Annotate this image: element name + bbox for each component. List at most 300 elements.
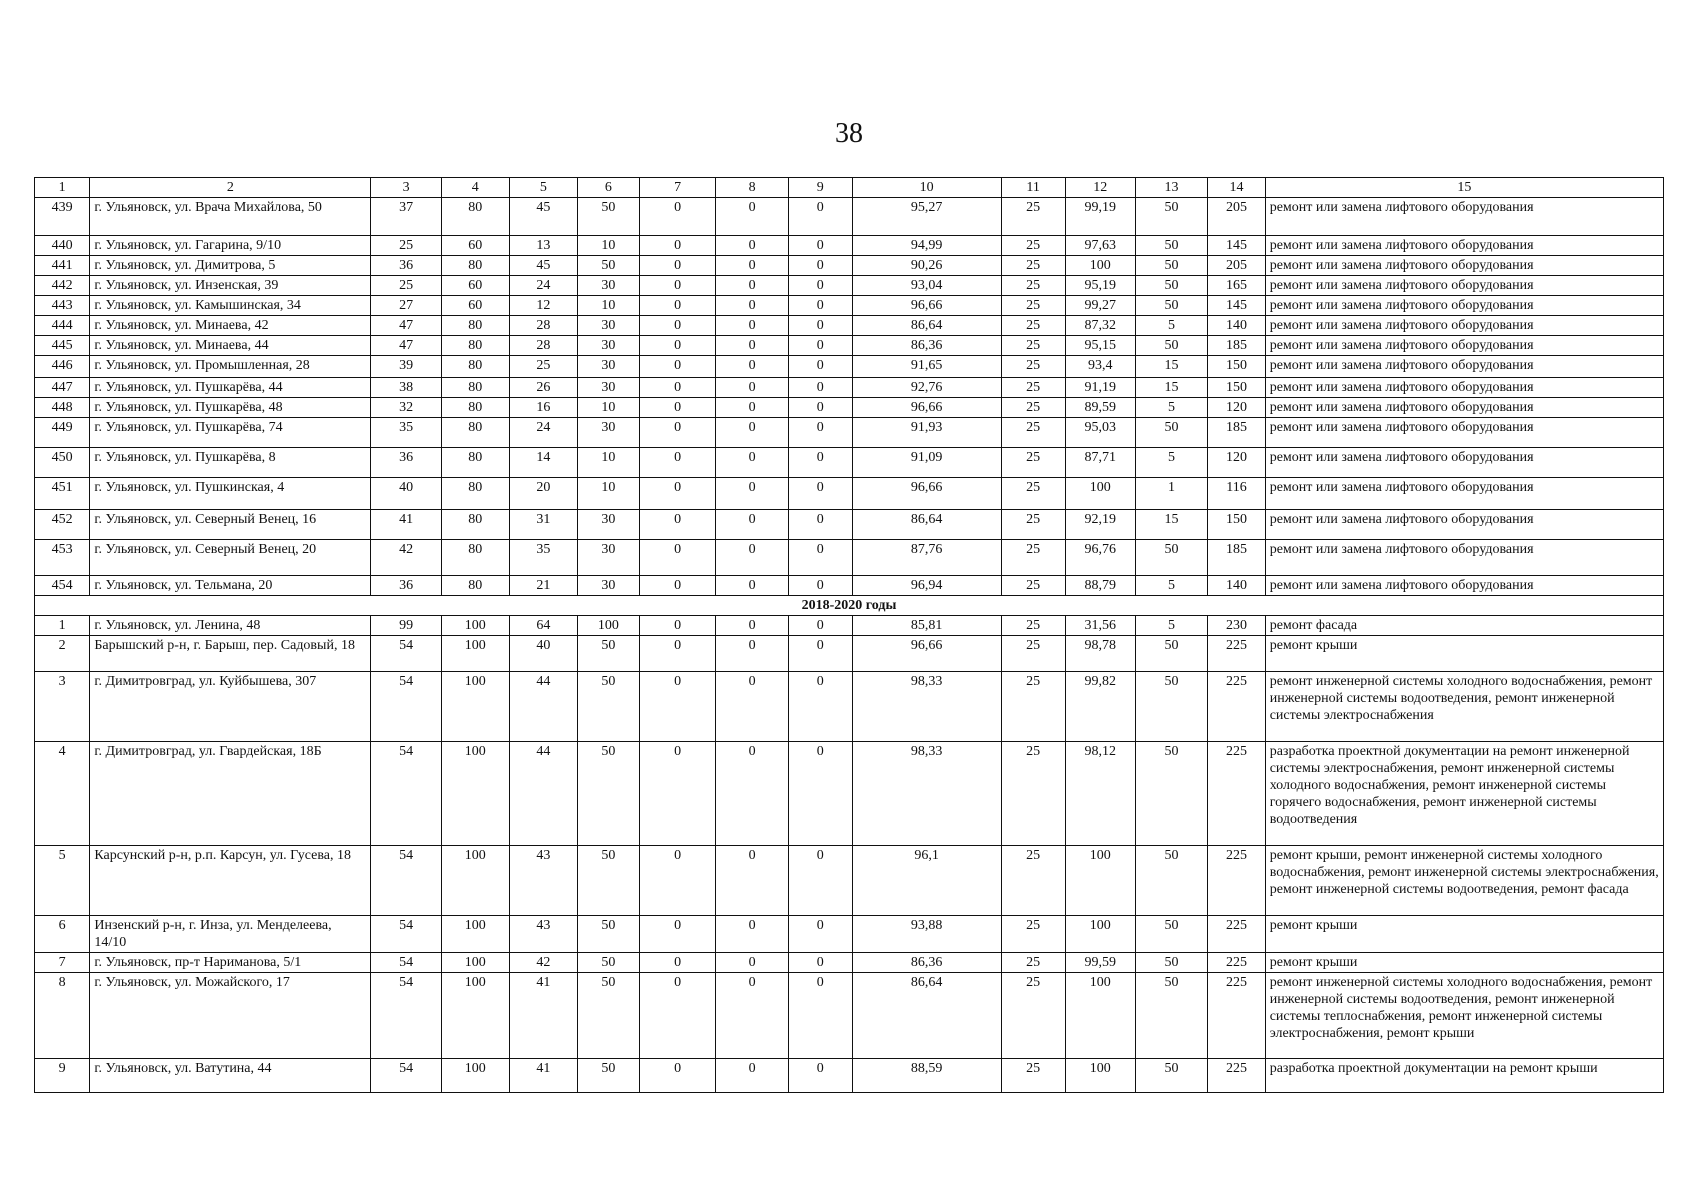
table-cell: 25 bbox=[1001, 510, 1065, 540]
table-cell: ремонт или замена лифтового оборудования bbox=[1265, 418, 1663, 448]
table-cell: 40 bbox=[371, 478, 441, 510]
table-row bbox=[35, 576, 1664, 596]
table-cell: 25 bbox=[1001, 356, 1065, 378]
table-cell: 2 bbox=[35, 636, 90, 672]
table-cell: 88,79 bbox=[1065, 576, 1135, 596]
table-cell: 98,33 bbox=[852, 742, 1001, 846]
column-header: 6 bbox=[577, 178, 639, 198]
table-cell: 95,27 bbox=[852, 198, 1001, 236]
table-cell: 50 bbox=[1135, 296, 1207, 316]
table-cell: ремонт инженерной системы холодного водоснабжения, ремонт инженерной системы водоотведения, ремонт инженерной системы электроснабжения bbox=[1265, 672, 1663, 742]
table-cell: 0 bbox=[639, 276, 716, 296]
table-cell: 230 bbox=[1208, 616, 1265, 636]
table-cell: 86,64 bbox=[852, 316, 1001, 336]
table-cell: 0 bbox=[639, 672, 716, 742]
table-cell: 91,19 bbox=[1065, 378, 1135, 398]
table-cell: 50 bbox=[577, 256, 639, 276]
table-cell: 442 bbox=[35, 276, 90, 296]
table-row bbox=[35, 742, 1664, 846]
table-cell: 0 bbox=[788, 236, 852, 256]
table-cell: ремонт или замена лифтового оборудования bbox=[1265, 576, 1663, 596]
table-cell: 80 bbox=[441, 256, 509, 276]
table-cell: 93,04 bbox=[852, 276, 1001, 296]
table-cell: 50 bbox=[577, 973, 639, 1059]
table-cell: 25 bbox=[1001, 616, 1065, 636]
table-cell: 85,81 bbox=[852, 616, 1001, 636]
table-cell: 41 bbox=[509, 973, 577, 1059]
table-cell: г. Ульяновск, ул. Димитрова, 5 bbox=[90, 256, 371, 276]
table-cell: 100 bbox=[1065, 1059, 1135, 1093]
table-cell: 0 bbox=[788, 636, 852, 672]
table-row bbox=[35, 316, 1664, 336]
table-cell: 441 bbox=[35, 256, 90, 276]
table-cell: 41 bbox=[509, 1059, 577, 1093]
table-cell: 100 bbox=[441, 1059, 509, 1093]
table-cell: 50 bbox=[1135, 418, 1207, 448]
table-cell: 92,76 bbox=[852, 378, 1001, 398]
table-cell: г. Ульяновск, ул. Инзенская, 39 bbox=[90, 276, 371, 296]
table-cell: 86,36 bbox=[852, 953, 1001, 973]
table-cell: 86,36 bbox=[852, 336, 1001, 356]
table-cell: 0 bbox=[716, 418, 788, 448]
table-cell: 86,64 bbox=[852, 973, 1001, 1059]
table-cell: 0 bbox=[716, 448, 788, 478]
table-cell: 54 bbox=[371, 916, 441, 953]
table-cell: 25 bbox=[1001, 742, 1065, 846]
table-cell: 0 bbox=[716, 276, 788, 296]
table-cell: 27 bbox=[371, 296, 441, 316]
table-cell: 30 bbox=[577, 336, 639, 356]
table-cell: 0 bbox=[639, 478, 716, 510]
table-cell: 54 bbox=[371, 742, 441, 846]
column-header: 12 bbox=[1065, 178, 1135, 198]
table-cell: 0 bbox=[639, 296, 716, 316]
table-cell: 25 bbox=[1001, 916, 1065, 953]
table-cell: 0 bbox=[639, 973, 716, 1059]
table-cell: 25 bbox=[1001, 478, 1065, 510]
table-cell: ремонт или замена лифтового оборудования bbox=[1265, 316, 1663, 336]
table-cell: 99 bbox=[371, 616, 441, 636]
table-cell: 35 bbox=[371, 418, 441, 448]
table-cell: 60 bbox=[441, 236, 509, 256]
table-cell: 80 bbox=[441, 356, 509, 378]
table-cell: 40 bbox=[509, 636, 577, 672]
table-cell: 54 bbox=[371, 953, 441, 973]
table-cell: 50 bbox=[1135, 846, 1207, 916]
table-cell: 440 bbox=[35, 236, 90, 256]
table-cell: 454 bbox=[35, 576, 90, 596]
table-cell: 25 bbox=[1001, 448, 1065, 478]
table-cell: 100 bbox=[577, 616, 639, 636]
table-cell: 0 bbox=[788, 478, 852, 510]
table-cell: г. Ульяновск, ул. Северный Венец, 20 bbox=[90, 540, 371, 576]
table-cell: 165 bbox=[1208, 276, 1265, 296]
table-cell: 4 bbox=[35, 742, 90, 846]
table-cell: 0 bbox=[716, 973, 788, 1059]
table-cell: г. Ульяновск, ул. Минаева, 44 bbox=[90, 336, 371, 356]
table-cell: 0 bbox=[716, 636, 788, 672]
table-cell: 30 bbox=[577, 576, 639, 596]
table-cell: 10 bbox=[577, 448, 639, 478]
table-cell: 225 bbox=[1208, 1059, 1265, 1093]
table-cell: 54 bbox=[371, 846, 441, 916]
table-cell: 150 bbox=[1208, 356, 1265, 378]
table-cell: 0 bbox=[788, 276, 852, 296]
table-cell: 54 bbox=[371, 672, 441, 742]
table-cell: 0 bbox=[716, 378, 788, 398]
table-cell: 0 bbox=[639, 636, 716, 672]
table-cell: 0 bbox=[716, 953, 788, 973]
table-row bbox=[35, 1059, 1664, 1093]
table-cell: 15 bbox=[1135, 378, 1207, 398]
table-cell: 446 bbox=[35, 356, 90, 378]
table-cell: 30 bbox=[577, 540, 639, 576]
table-row bbox=[35, 256, 1664, 276]
table-cell: 0 bbox=[716, 672, 788, 742]
table-cell: 26 bbox=[509, 378, 577, 398]
table-cell: г. Ульяновск, ул. Можайского, 17 bbox=[90, 973, 371, 1059]
table-cell: 0 bbox=[788, 1059, 852, 1093]
table-cell: ремонт или замена лифтового оборудования bbox=[1265, 198, 1663, 236]
table-cell: 0 bbox=[716, 296, 788, 316]
table-cell: 0 bbox=[716, 616, 788, 636]
table-cell: 24 bbox=[509, 276, 577, 296]
table-cell: 443 bbox=[35, 296, 90, 316]
table-cell: г. Ульяновск, ул. Пушкарёва, 48 bbox=[90, 398, 371, 418]
table-cell: 145 bbox=[1208, 236, 1265, 256]
table-cell: 50 bbox=[1135, 276, 1207, 296]
table-row bbox=[35, 418, 1664, 448]
table-cell: 0 bbox=[716, 398, 788, 418]
table-cell: ремонт крыши bbox=[1265, 916, 1663, 953]
table-cell: 0 bbox=[788, 296, 852, 316]
table-cell: 205 bbox=[1208, 256, 1265, 276]
table-cell: г. Ульяновск, ул. Минаева, 42 bbox=[90, 316, 371, 336]
table-cell: 80 bbox=[441, 378, 509, 398]
table-cell: 41 bbox=[371, 510, 441, 540]
table-cell: 88,59 bbox=[852, 1059, 1001, 1093]
table-cell: 50 bbox=[1135, 953, 1207, 973]
table-cell: 50 bbox=[1135, 336, 1207, 356]
table-cell: 87,76 bbox=[852, 540, 1001, 576]
table-cell: г. Димитровград, ул. Гвардейская, 18Б bbox=[90, 742, 371, 846]
table-cell: 25 bbox=[1001, 418, 1065, 448]
table-cell: 0 bbox=[639, 846, 716, 916]
table-cell: 47 bbox=[371, 316, 441, 336]
table-cell: 120 bbox=[1208, 398, 1265, 418]
table-cell: 25 bbox=[371, 236, 441, 256]
table-cell: 25 bbox=[1001, 1059, 1065, 1093]
table-cell: 36 bbox=[371, 576, 441, 596]
table-cell: 54 bbox=[371, 973, 441, 1059]
table-cell: 36 bbox=[371, 256, 441, 276]
table-cell: 225 bbox=[1208, 916, 1265, 953]
column-header: 9 bbox=[788, 178, 852, 198]
table-cell: 0 bbox=[788, 316, 852, 336]
table-cell: 24 bbox=[509, 418, 577, 448]
table-cell: 25 bbox=[371, 276, 441, 296]
table-cell: 45 bbox=[509, 256, 577, 276]
table-cell: 0 bbox=[716, 916, 788, 953]
table-cell: 5 bbox=[1135, 316, 1207, 336]
table-cell: 89,59 bbox=[1065, 398, 1135, 418]
table-cell: 9 bbox=[35, 1059, 90, 1093]
table-cell: 80 bbox=[441, 198, 509, 236]
table-row bbox=[35, 336, 1664, 356]
table-cell: 120 bbox=[1208, 448, 1265, 478]
column-header: 5 bbox=[509, 178, 577, 198]
table-cell: 44 bbox=[509, 742, 577, 846]
table-cell: 98,33 bbox=[852, 672, 1001, 742]
table-cell: 80 bbox=[441, 398, 509, 418]
table-cell: 0 bbox=[716, 336, 788, 356]
table-cell: ремонт инженерной системы холодного водоснабжения, ремонт инженерной системы водоотведения, ремонт инженерной системы теплоснабжения, ремонт инженерной системы электроснабжения, ремонт крыши bbox=[1265, 973, 1663, 1059]
table-cell: г. Ульяновск, ул. Тельмана, 20 bbox=[90, 576, 371, 596]
table-cell: Барышский р-н, г. Барыш, пер. Садовый, 18 bbox=[90, 636, 371, 672]
table-cell: ремонт или замена лифтового оборудования bbox=[1265, 448, 1663, 478]
table-cell: 31 bbox=[509, 510, 577, 540]
table-cell: 100 bbox=[441, 953, 509, 973]
table-cell: 140 bbox=[1208, 576, 1265, 596]
table-cell: 13 bbox=[509, 236, 577, 256]
table-cell: 92,19 bbox=[1065, 510, 1135, 540]
table-cell: 50 bbox=[1135, 916, 1207, 953]
table-cell: 96,1 bbox=[852, 846, 1001, 916]
table-cell: 39 bbox=[371, 356, 441, 378]
table-cell: 447 bbox=[35, 378, 90, 398]
table-cell: 0 bbox=[788, 616, 852, 636]
table-cell: г. Ульяновск, ул. Ватутина, 44 bbox=[90, 1059, 371, 1093]
table-cell: 0 bbox=[716, 540, 788, 576]
table-cell: 16 bbox=[509, 398, 577, 418]
table-cell: 80 bbox=[441, 576, 509, 596]
table-cell: 50 bbox=[1135, 256, 1207, 276]
table-cell: ремонт или замена лифтового оборудования bbox=[1265, 256, 1663, 276]
table-cell: 50 bbox=[1135, 742, 1207, 846]
table-cell: 80 bbox=[441, 478, 509, 510]
table-cell: ремонт крыши, ремонт инженерной системы холодного водоснабжения, ремонт инженерной системы электроснабжения, ремонт инженерной системы водоотведения, ремонт фасада bbox=[1265, 846, 1663, 916]
column-header: 3 bbox=[371, 178, 441, 198]
table-cell: 25 bbox=[1001, 636, 1065, 672]
table-cell: 50 bbox=[1135, 973, 1207, 1059]
table-cell: 21 bbox=[509, 576, 577, 596]
column-header: 15 bbox=[1265, 178, 1663, 198]
table-row bbox=[35, 672, 1664, 742]
table-cell: 100 bbox=[1065, 478, 1135, 510]
page-number: 38 bbox=[835, 118, 863, 149]
table-cell: ремонт или замена лифтового оборудования bbox=[1265, 296, 1663, 316]
table-cell: 0 bbox=[639, 236, 716, 256]
table-cell: 96,66 bbox=[852, 398, 1001, 418]
table-cell: 50 bbox=[577, 636, 639, 672]
table-cell: 0 bbox=[639, 378, 716, 398]
table-cell: 150 bbox=[1208, 510, 1265, 540]
table-cell: 95,15 bbox=[1065, 336, 1135, 356]
table-cell: 0 bbox=[788, 336, 852, 356]
table-cell: 43 bbox=[509, 916, 577, 953]
table-cell: 94,99 bbox=[852, 236, 1001, 256]
table-row bbox=[35, 616, 1664, 636]
table-cell: 42 bbox=[509, 953, 577, 973]
table-cell: 0 bbox=[788, 846, 852, 916]
table-cell: 98,12 bbox=[1065, 742, 1135, 846]
table-cell: 45 bbox=[509, 198, 577, 236]
table-cell: 25 bbox=[1001, 846, 1065, 916]
table-cell: 54 bbox=[371, 1059, 441, 1093]
table-cell: 25 bbox=[1001, 198, 1065, 236]
table-cell: 96,66 bbox=[852, 296, 1001, 316]
table-cell: 90,26 bbox=[852, 256, 1001, 276]
table-cell: г. Ульяновск, ул. Северный Венец, 16 bbox=[90, 510, 371, 540]
column-header: 13 bbox=[1135, 178, 1207, 198]
table-cell: 25 bbox=[1001, 378, 1065, 398]
table-row bbox=[35, 510, 1664, 540]
table-cell: 15 bbox=[1135, 510, 1207, 540]
table-cell: 30 bbox=[577, 378, 639, 398]
table-cell: 100 bbox=[441, 636, 509, 672]
column-header: 8 bbox=[716, 178, 788, 198]
table-cell: 47 bbox=[371, 336, 441, 356]
table-cell: 25 bbox=[1001, 256, 1065, 276]
table-cell: 0 bbox=[639, 198, 716, 236]
table-cell: 100 bbox=[441, 916, 509, 953]
table-row bbox=[35, 236, 1664, 256]
table-cell: г. Ульяновск, ул. Пушкарёва, 44 bbox=[90, 378, 371, 398]
column-header: 11 bbox=[1001, 178, 1065, 198]
table-cell: 87,32 bbox=[1065, 316, 1135, 336]
table-row bbox=[35, 198, 1664, 236]
table-cell: 140 bbox=[1208, 316, 1265, 336]
table-cell: 451 bbox=[35, 478, 90, 510]
table-cell: 50 bbox=[577, 672, 639, 742]
table-cell: 100 bbox=[441, 672, 509, 742]
table-cell: 36 bbox=[371, 448, 441, 478]
table-cell: 100 bbox=[1065, 846, 1135, 916]
table-cell: 50 bbox=[1135, 236, 1207, 256]
column-header: 7 bbox=[639, 178, 716, 198]
table-row bbox=[35, 478, 1664, 510]
table-cell: 96,76 bbox=[1065, 540, 1135, 576]
table-cell: г. Ульяновск, ул. Камышинская, 34 bbox=[90, 296, 371, 316]
table-cell: 50 bbox=[1135, 672, 1207, 742]
table-cell: 0 bbox=[788, 398, 852, 418]
table-cell: 80 bbox=[441, 316, 509, 336]
table-cell: 150 bbox=[1208, 378, 1265, 398]
table-cell: 225 bbox=[1208, 636, 1265, 672]
table-cell: 99,59 bbox=[1065, 953, 1135, 973]
table-cell: 25 bbox=[509, 356, 577, 378]
table-cell: 0 bbox=[788, 916, 852, 953]
table-cell: 0 bbox=[788, 198, 852, 236]
table-cell: 25 bbox=[1001, 336, 1065, 356]
table-cell: 448 bbox=[35, 398, 90, 418]
table-cell: 93,88 bbox=[852, 916, 1001, 953]
table-cell: 12 bbox=[509, 296, 577, 316]
table-cell: 25 bbox=[1001, 953, 1065, 973]
table-cell: 50 bbox=[577, 1059, 639, 1093]
table-cell: 225 bbox=[1208, 672, 1265, 742]
table-cell: 100 bbox=[441, 973, 509, 1059]
table-cell: 42 bbox=[371, 540, 441, 576]
table-cell: 99,27 bbox=[1065, 296, 1135, 316]
table-cell: ремонт или замена лифтового оборудования bbox=[1265, 378, 1663, 398]
table-row bbox=[35, 448, 1664, 478]
table-cell: 0 bbox=[788, 973, 852, 1059]
table-cell: 91,93 bbox=[852, 418, 1001, 448]
table-cell: 96,66 bbox=[852, 478, 1001, 510]
table-cell: г. Ульяновск, пр-т Нариманова, 5/1 bbox=[90, 953, 371, 973]
table-cell: 0 bbox=[716, 198, 788, 236]
table-cell: 43 bbox=[509, 846, 577, 916]
table-cell: 25 bbox=[1001, 973, 1065, 1059]
table-cell: 0 bbox=[788, 448, 852, 478]
column-header: 14 bbox=[1208, 178, 1265, 198]
table-cell: 60 bbox=[441, 296, 509, 316]
section-title: 2018-2020 годы bbox=[35, 596, 1664, 616]
table-cell: 439 bbox=[35, 198, 90, 236]
table-cell: 30 bbox=[577, 356, 639, 378]
table-cell: 86,64 bbox=[852, 510, 1001, 540]
table-cell: ремонт или замена лифтового оборудования bbox=[1265, 356, 1663, 378]
data-table bbox=[34, 177, 1664, 1093]
table-cell: 0 bbox=[788, 378, 852, 398]
column-header: 2 bbox=[90, 178, 371, 198]
table-cell: г. Ульяновск, ул. Пушкинская, 4 bbox=[90, 478, 371, 510]
table-cell: 0 bbox=[788, 540, 852, 576]
table-cell: ремонт или замена лифтового оборудования bbox=[1265, 398, 1663, 418]
table-cell: 14 bbox=[509, 448, 577, 478]
section-row bbox=[35, 596, 1664, 616]
table-cell: 99,19 bbox=[1065, 198, 1135, 236]
table-cell: 5 bbox=[35, 846, 90, 916]
table-cell: 25 bbox=[1001, 576, 1065, 596]
table-cell: Инзенский р-н, г. Инза, ул. Менделеева, 14/10 bbox=[90, 916, 371, 953]
table-cell: 32 bbox=[371, 398, 441, 418]
table-cell: 60 bbox=[441, 276, 509, 296]
table-cell: 80 bbox=[441, 510, 509, 540]
table-cell: 0 bbox=[788, 510, 852, 540]
table-cell: 25 bbox=[1001, 276, 1065, 296]
table-cell: разработка проектной документации на ремонт крыши bbox=[1265, 1059, 1663, 1093]
table-cell: 25 bbox=[1001, 540, 1065, 576]
table-cell: 0 bbox=[716, 256, 788, 276]
table-cell: г. Ульяновск, ул. Пушкарёва, 8 bbox=[90, 448, 371, 478]
table-cell: 1 bbox=[35, 616, 90, 636]
table-cell: 30 bbox=[577, 510, 639, 540]
table-cell: 30 bbox=[577, 418, 639, 448]
table-cell: 449 bbox=[35, 418, 90, 448]
table-cell: 0 bbox=[716, 576, 788, 596]
table-cell: 0 bbox=[639, 616, 716, 636]
table-cell: 100 bbox=[1065, 973, 1135, 1059]
column-header: 10 bbox=[852, 178, 1001, 198]
table-cell: ремонт или замена лифтового оборудования bbox=[1265, 336, 1663, 356]
table-row bbox=[35, 636, 1664, 672]
table-cell: 0 bbox=[639, 1059, 716, 1093]
table-cell: г. Ульяновск, ул. Врача Михайлова, 50 bbox=[90, 198, 371, 236]
table-cell: 225 bbox=[1208, 973, 1265, 1059]
table-cell: 0 bbox=[639, 336, 716, 356]
table-row bbox=[35, 378, 1664, 398]
table-cell: 64 bbox=[509, 616, 577, 636]
table-cell: ремонт или замена лифтового оборудования bbox=[1265, 236, 1663, 256]
table-cell: 50 bbox=[1135, 636, 1207, 672]
table-row bbox=[35, 398, 1664, 418]
table-cell: 98,78 bbox=[1065, 636, 1135, 672]
table-cell: 25 bbox=[1001, 398, 1065, 418]
table-cell: 0 bbox=[639, 916, 716, 953]
table-cell: 50 bbox=[577, 916, 639, 953]
